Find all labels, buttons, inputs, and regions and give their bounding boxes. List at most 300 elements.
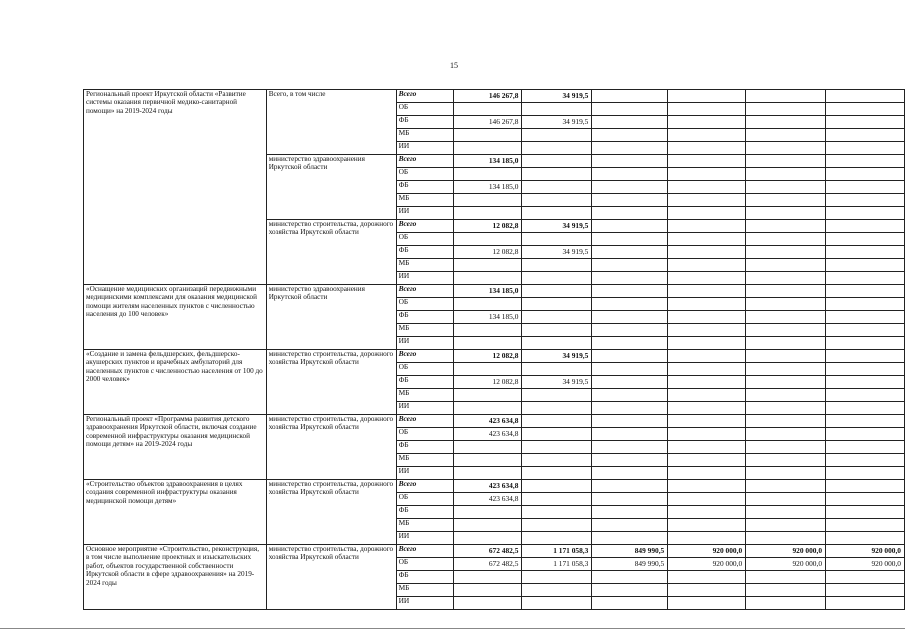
amount-cell: [668, 142, 746, 155]
amount-cell: [826, 142, 905, 155]
amount-cell: [668, 337, 746, 350]
amount-cell: [592, 298, 668, 311]
amount-cell: [746, 597, 826, 610]
amount-cell: [592, 116, 668, 129]
amount-cell: [826, 597, 905, 610]
amount-cell: [746, 350, 826, 363]
executor-cell: министерство здравоохранения Иркутской области: [266, 155, 396, 220]
amount-cell: [668, 220, 746, 233]
amount-cell: [522, 194, 592, 207]
amount-cell: [826, 129, 905, 142]
amount-cell: [746, 441, 826, 454]
amount-cell: [522, 519, 592, 532]
amount-cell: 34 919,5: [522, 90, 592, 103]
funding-type-cell: ОБ: [396, 298, 454, 311]
amount-cell: [592, 90, 668, 103]
amount-cell: [668, 441, 746, 454]
amount-cell: [746, 402, 826, 415]
program-name-cell: Региональный проект «Программа развития детского здравоохранения Иркутской области, включая создание современной инфраструктуры оказания медицинской помощи детям» на 2019-2024 годы: [84, 415, 267, 480]
amount-cell: [522, 480, 592, 493]
amount-cell: [826, 116, 905, 129]
amount-cell: [592, 584, 668, 597]
amount-cell: [592, 129, 668, 142]
amount-cell: [592, 363, 668, 376]
amount-cell: [592, 467, 668, 480]
amount-cell: 34 919,5: [522, 220, 592, 233]
amount-cell: [454, 272, 522, 285]
amount-cell: [668, 246, 746, 259]
amount-cell: [746, 220, 826, 233]
funding-type-cell: МБ: [396, 454, 454, 467]
amount-cell: [668, 168, 746, 181]
page-bottom-edge: [0, 628, 905, 629]
amount-cell: [454, 571, 522, 584]
amount-cell: [826, 337, 905, 350]
amount-cell: 672 482,5: [454, 545, 522, 558]
amount-cell: [826, 90, 905, 103]
amount-cell: 12 082,8: [454, 376, 522, 389]
executor-cell: министерство строительства, дорожного хозяйства Иркутской области: [266, 220, 396, 285]
executor-cell: министерство строительства, дорожного хозяйства Иркутской области: [266, 350, 396, 415]
amount-cell: [522, 428, 592, 441]
amount-cell: [746, 103, 826, 116]
amount-cell: 920 000,0: [826, 558, 905, 571]
amount-cell: [668, 207, 746, 220]
funding-type-cell: МБ: [396, 519, 454, 532]
amount-cell: 146 267,8: [454, 116, 522, 129]
amount-cell: [454, 402, 522, 415]
amount-cell: [826, 324, 905, 337]
amount-cell: [454, 584, 522, 597]
amount-cell: 920 000,0: [668, 558, 746, 571]
amount-cell: [668, 415, 746, 428]
amount-cell: [522, 597, 592, 610]
amount-cell: [746, 207, 826, 220]
amount-cell: [746, 363, 826, 376]
amount-cell: [454, 103, 522, 116]
amount-cell: [668, 259, 746, 272]
amount-cell: [746, 298, 826, 311]
funding-type-cell: ИИ: [396, 272, 454, 285]
funding-type-cell: ФБ: [396, 376, 454, 389]
amount-cell: [746, 324, 826, 337]
amount-cell: [826, 194, 905, 207]
funding-type-cell: ФБ: [396, 246, 454, 259]
amount-cell: [746, 246, 826, 259]
amount-cell: [826, 480, 905, 493]
amount-cell: [454, 194, 522, 207]
amount-cell: [746, 272, 826, 285]
amount-cell: [746, 480, 826, 493]
amount-cell: [454, 259, 522, 272]
amount-cell: [746, 376, 826, 389]
amount-cell: 134 185,0: [454, 285, 522, 298]
amount-cell: [522, 233, 592, 246]
amount-cell: [668, 116, 746, 129]
amount-cell: [522, 285, 592, 298]
amount-cell: [746, 467, 826, 480]
amount-cell: [522, 363, 592, 376]
funding-type-cell: Всего: [396, 90, 454, 103]
amount-cell: [746, 415, 826, 428]
executor-cell: министерство строительства, дорожного хозяйства Иркутской области: [266, 415, 396, 480]
funding-type-cell: ОБ: [396, 103, 454, 116]
amount-cell: [592, 376, 668, 389]
amount-cell: [668, 298, 746, 311]
amount-cell: [746, 337, 826, 350]
amount-cell: [668, 194, 746, 207]
amount-cell: [454, 298, 522, 311]
amount-cell: [454, 207, 522, 220]
amount-cell: [592, 415, 668, 428]
amount-cell: [454, 142, 522, 155]
amount-cell: [454, 363, 522, 376]
amount-cell: [592, 402, 668, 415]
amount-cell: [826, 441, 905, 454]
amount-cell: [826, 168, 905, 181]
amount-cell: [454, 506, 522, 519]
amount-cell: [746, 259, 826, 272]
amount-cell: [522, 415, 592, 428]
amount-cell: [592, 480, 668, 493]
amount-cell: [826, 467, 905, 480]
amount-cell: [668, 389, 746, 402]
program-name-cell: «Строительство объектов здравоохранения в целях создания современной инфраструктуры оказания медицинской помощи детям»: [84, 480, 267, 545]
amount-cell: [826, 350, 905, 363]
amount-cell: [826, 272, 905, 285]
funding-type-cell: ФБ: [396, 181, 454, 194]
amount-cell: [668, 324, 746, 337]
amount-cell: [668, 506, 746, 519]
amount-cell: [522, 155, 592, 168]
amount-cell: [746, 285, 826, 298]
amount-cell: [668, 272, 746, 285]
table-row: [84, 90, 905, 103]
funding-type-cell: МБ: [396, 129, 454, 142]
amount-cell: [592, 272, 668, 285]
amount-cell: [592, 103, 668, 116]
funding-type-cell: ФБ: [396, 116, 454, 129]
amount-cell: 146 267,8: [454, 90, 522, 103]
amount-cell: [826, 402, 905, 415]
amount-cell: 920 000,0: [826, 545, 905, 558]
amount-cell: [746, 584, 826, 597]
amount-cell: [592, 324, 668, 337]
amount-cell: [592, 350, 668, 363]
amount-cell: [454, 441, 522, 454]
funding-type-cell: Всего: [396, 285, 454, 298]
executor-cell: министерство здравоохранения Иркутской области: [266, 285, 396, 350]
amount-cell: [746, 116, 826, 129]
funding-type-cell: ФБ: [396, 571, 454, 584]
amount-cell: [668, 597, 746, 610]
amount-cell: [522, 298, 592, 311]
amount-cell: 12 082,8: [454, 350, 522, 363]
amount-cell: [522, 142, 592, 155]
amount-cell: [522, 324, 592, 337]
amount-cell: [592, 532, 668, 545]
amount-cell: [746, 454, 826, 467]
amount-cell: 34 919,5: [522, 116, 592, 129]
amount-cell: [592, 454, 668, 467]
amount-cell: [826, 285, 905, 298]
amount-cell: 423 634,8: [454, 480, 522, 493]
funding-type-cell: Всего: [396, 155, 454, 168]
amount-cell: [454, 454, 522, 467]
amount-cell: 1 171 058,3: [522, 545, 592, 558]
amount-cell: [746, 519, 826, 532]
amount-cell: [454, 597, 522, 610]
amount-cell: [826, 428, 905, 441]
amount-cell: [454, 168, 522, 181]
funding-type-cell: МБ: [396, 324, 454, 337]
amount-cell: [592, 142, 668, 155]
amount-cell: [592, 194, 668, 207]
amount-cell: 920 000,0: [746, 545, 826, 558]
program-name-cell: «Создание и замена фельдшерских, фельдшерско-акушерских пунктов и врачебных амбулаторий для населенных пунктов с численностью населения от 100 до 2000 человек»: [84, 350, 267, 415]
amount-cell: [592, 168, 668, 181]
amount-cell: [668, 181, 746, 194]
funding-type-cell: ИИ: [396, 337, 454, 350]
amount-cell: [826, 389, 905, 402]
amount-cell: [592, 493, 668, 506]
amount-cell: [592, 441, 668, 454]
amount-cell: [522, 181, 592, 194]
funding-type-cell: Всего: [396, 350, 454, 363]
funding-type-cell: Всего: [396, 415, 454, 428]
amount-cell: [826, 519, 905, 532]
amount-cell: 134 185,0: [454, 181, 522, 194]
amount-cell: 134 185,0: [454, 311, 522, 324]
funding-type-cell: ОБ: [396, 363, 454, 376]
amount-cell: [522, 168, 592, 181]
amount-cell: [522, 129, 592, 142]
amount-cell: [592, 259, 668, 272]
amount-cell: [746, 194, 826, 207]
amount-cell: [826, 246, 905, 259]
amount-cell: [522, 506, 592, 519]
amount-cell: [746, 428, 826, 441]
amount-cell: [522, 207, 592, 220]
amount-cell: [826, 363, 905, 376]
amount-cell: [668, 480, 746, 493]
amount-cell: [668, 129, 746, 142]
amount-cell: [668, 454, 746, 467]
funding-type-cell: ОБ: [396, 168, 454, 181]
amount-cell: [592, 519, 668, 532]
amount-cell: 849 990,5: [592, 545, 668, 558]
amount-cell: [746, 506, 826, 519]
amount-cell: 12 082,8: [454, 246, 522, 259]
amount-cell: [592, 389, 668, 402]
amount-cell: 34 919,5: [522, 376, 592, 389]
amount-cell: [826, 493, 905, 506]
amount-cell: [746, 181, 826, 194]
amount-cell: [522, 532, 592, 545]
amount-cell: [668, 532, 746, 545]
funding-type-cell: ФБ: [396, 311, 454, 324]
amount-cell: [668, 376, 746, 389]
amount-cell: [522, 441, 592, 454]
amount-cell: [746, 493, 826, 506]
amount-cell: [592, 597, 668, 610]
amount-cell: [592, 337, 668, 350]
funding-type-cell: МБ: [396, 584, 454, 597]
amount-cell: [522, 389, 592, 402]
funding-type-cell: ИИ: [396, 467, 454, 480]
amount-cell: [668, 103, 746, 116]
amount-cell: [826, 532, 905, 545]
amount-cell: [668, 363, 746, 376]
amount-cell: 423 634,8: [454, 493, 522, 506]
amount-cell: 1 171 058,3: [522, 558, 592, 571]
amount-cell: [668, 493, 746, 506]
amount-cell: 34 919,5: [522, 246, 592, 259]
table-row: [84, 285, 905, 298]
amount-cell: [826, 298, 905, 311]
amount-cell: [746, 90, 826, 103]
amount-cell: [668, 350, 746, 363]
amount-cell: 423 634,8: [454, 415, 522, 428]
amount-cell: [668, 402, 746, 415]
amount-cell: [454, 467, 522, 480]
amount-cell: [746, 233, 826, 246]
funding-type-cell: ИИ: [396, 142, 454, 155]
amount-cell: [454, 532, 522, 545]
amount-cell: 34 919,5: [522, 350, 592, 363]
table-row: [84, 415, 905, 428]
amount-cell: [826, 207, 905, 220]
amount-cell: 423 634,8: [454, 428, 522, 441]
funding-type-cell: ИИ: [396, 207, 454, 220]
amount-cell: [826, 103, 905, 116]
funding-type-cell: МБ: [396, 194, 454, 207]
amount-cell: [746, 142, 826, 155]
funding-type-cell: ФБ: [396, 506, 454, 519]
amount-cell: [454, 519, 522, 532]
funding-type-cell: ОБ: [396, 233, 454, 246]
executor-cell: Всего, в том числе: [266, 90, 396, 155]
funding-type-cell: ФБ: [396, 441, 454, 454]
amount-cell: [522, 103, 592, 116]
amount-cell: [826, 454, 905, 467]
amount-cell: [668, 584, 746, 597]
amount-cell: [592, 311, 668, 324]
funding-type-cell: Всего: [396, 480, 454, 493]
amount-cell: [746, 155, 826, 168]
amount-cell: [522, 337, 592, 350]
amount-cell: [826, 155, 905, 168]
amount-cell: [746, 129, 826, 142]
amount-cell: [522, 493, 592, 506]
amount-cell: [522, 454, 592, 467]
funding-type-cell: ИИ: [396, 402, 454, 415]
amount-cell: [668, 519, 746, 532]
amount-cell: [592, 506, 668, 519]
amount-cell: [522, 584, 592, 597]
table-row: [84, 545, 905, 558]
amount-cell: [592, 181, 668, 194]
amount-cell: [592, 155, 668, 168]
amount-cell: [668, 90, 746, 103]
funding-type-cell: Всего: [396, 545, 454, 558]
amount-cell: [826, 376, 905, 389]
budget-table: [83, 89, 905, 610]
amount-cell: [592, 246, 668, 259]
amount-cell: [592, 233, 668, 246]
amount-cell: [668, 155, 746, 168]
amount-cell: 920 000,0: [668, 545, 746, 558]
amount-cell: [522, 402, 592, 415]
amount-cell: [454, 324, 522, 337]
amount-cell: [746, 532, 826, 545]
amount-cell: [592, 428, 668, 441]
funding-type-cell: МБ: [396, 389, 454, 402]
amount-cell: [746, 389, 826, 402]
amount-cell: [522, 467, 592, 480]
amount-cell: [454, 233, 522, 246]
amount-cell: [522, 311, 592, 324]
amount-cell: [826, 415, 905, 428]
amount-cell: [826, 233, 905, 246]
table-row: [84, 480, 905, 493]
amount-cell: 849 990,5: [592, 558, 668, 571]
amount-cell: [826, 259, 905, 272]
amount-cell: [826, 571, 905, 584]
amount-cell: [668, 428, 746, 441]
amount-cell: [826, 311, 905, 324]
funding-type-cell: ИИ: [396, 532, 454, 545]
funding-type-cell: ОБ: [396, 493, 454, 506]
program-name-cell: Региональный проект Иркутской области «Развитие системы оказания первичной медико-санитарной помощи» на 2019-2024 годы: [84, 90, 267, 285]
page-number: 15: [450, 61, 458, 70]
amount-cell: [668, 311, 746, 324]
amount-cell: [454, 389, 522, 402]
amount-cell: [592, 571, 668, 584]
amount-cell: [454, 129, 522, 142]
amount-cell: 134 185,0: [454, 155, 522, 168]
amount-cell: [826, 584, 905, 597]
amount-cell: [522, 571, 592, 584]
amount-cell: [668, 571, 746, 584]
amount-cell: [746, 571, 826, 584]
table-row: [84, 350, 905, 363]
amount-cell: [522, 272, 592, 285]
funding-type-cell: ИИ: [396, 597, 454, 610]
program-name-cell: «Оснащение медицинских организаций передвижными медицинскими комплексами для оказания медицинской помощи жителям населенных пунктов с численностью населения до 100 человек»: [84, 285, 267, 350]
amount-cell: [454, 337, 522, 350]
amount-cell: 920 000,0: [746, 558, 826, 571]
amount-cell: [592, 220, 668, 233]
funding-type-cell: МБ: [396, 259, 454, 272]
amount-cell: [592, 207, 668, 220]
amount-cell: 672 482,5: [454, 558, 522, 571]
funding-type-cell: ОБ: [396, 558, 454, 571]
amount-cell: [668, 467, 746, 480]
amount-cell: [592, 285, 668, 298]
executor-cell: министерство строительства, дорожного хозяйства Иркутской области: [266, 480, 396, 545]
amount-cell: [826, 181, 905, 194]
amount-cell: [746, 168, 826, 181]
executor-cell: министерство строительства, дорожного хозяйства Иркутской области: [266, 545, 396, 610]
funding-type-cell: Всего: [396, 220, 454, 233]
funding-type-cell: ОБ: [396, 428, 454, 441]
amount-cell: [668, 233, 746, 246]
amount-cell: [746, 311, 826, 324]
amount-cell: [826, 506, 905, 519]
amount-cell: [826, 220, 905, 233]
amount-cell: [668, 285, 746, 298]
